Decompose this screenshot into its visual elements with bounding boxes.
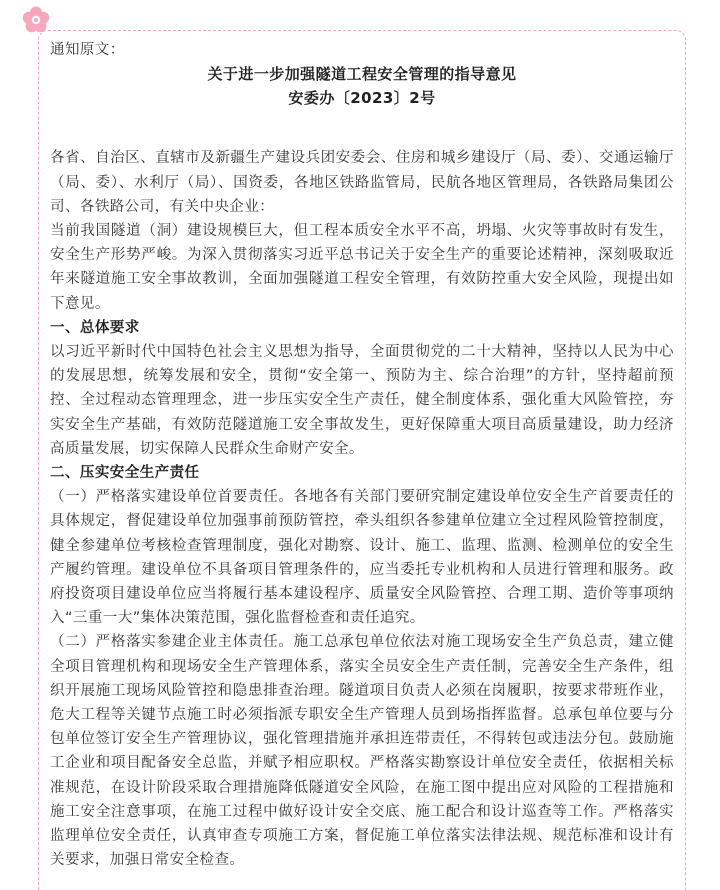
section2-heading: 二、压实安全生产责任: [50, 465, 200, 482]
document-number: 安委办〔2023〕2号: [288, 89, 436, 108]
section1-heading: 一、总体要求: [50, 319, 140, 336]
section2-item1-paragraph: （一）严格落实建设单位首要责任。各地各有关部门要研究制定建设单位安全生产首要责任的具体规定，督促建设单位加强事前预防管控，牵头组织各参建单位建立全过程风险管控制度，健全参建单位考核检查管理制度，强化对勘察、设计、施工、监理、监测、检测单位的安全生产履约管理。建设单位不具备项目管理条件的，应当委托专业机构和人员进行管理和服务。政府投资项目建设单位应当将履行基本建设程序、质量安全风险管控、合理工期、造价等事项纳入“三重一大”集体决策范围，强化监督检查和责任追究。: [50, 489, 674, 627]
spacer: [50, 134, 674, 146]
section1-paragraph: 以习近平新时代中国特色社会主义思想为指导，全面贯彻党的二十大精神，坚持以人民为中心的发展思想，统筹发展和安全，贯彻“安全第一、预防为主、综合治理”的方针，坚持超前预控、全过程动态管理理念，进一步压实安全生产责任，健全制度体系，强化重大风险管控，夯实安全生产基础，有效防范隧道施工安全事故发生，更好保障重大项目高质量建设，助力经济高质量发展，切实保障人民群众生命财产安全。: [50, 344, 674, 457]
document-title: 关于进一步加强隧道工程安全管理的指导意见: [207, 65, 517, 83]
notice-content: [50, 38, 674, 873]
notice-label: 通知原文：: [50, 42, 125, 58]
intro-paragraph: 当前我国隧道（洞）建设规模巨大，但工程本质安全水平不高，坍塌、火灾等事故时有发生，安全生产形势严峻。为深入贯彻落实习近平总书记关于安全生产的重要论述精神，深刻吸取近年来隧道施工安全事故教训，全面加强隧道工程安全管理，有效防控重大安全风险，现提出如下意见。: [50, 223, 674, 312]
addressees-paragraph: 各省、自治区、直辖市及新疆生产建设兵团安委会、住房和城乡建设厅（局、委）、交通运输厅（局、委）、水利厅（局）、国资委，各地区铁路监管局，民航各地区管理局，各铁路局集团公司、各铁路公司，有关中央企业：: [50, 150, 674, 215]
spacer: [50, 110, 674, 134]
section2-item2-paragraph: （二）严格落实参建企业主体责任。施工总承包单位依法对施工现场安全生产负总责，建立健全项目管理机构和现场安全生产管理体系，落实全员安全生产责任制，完善安全生产条件，组织开展施工现场风险管控和隐患排查治理。隧道项目负责人必须在岗履职，按要求带班作业，危大工程等关键节点施工时必须指派专职安全生产管理人员到场指挥监督。总承包单位要与分包单位签订安全生产管理协议，强化管理措施并承担连带责任，不得转包或违法分包。鼓励施工企业和项目配备安全总监，并赋予相应职权。严格落实勘察设计单位安全责任，依据相关标准规范，在设计阶段采取合理措施降低隧道安全风险，在施工图中提出应对风险的工程措施和施工安全注意事项，在施工过程中做好设计安全交底、施工配合和设计巡查等工作。严格落实监理单位安全责任，认真审查专项施工方案，督促施工单位落实法律法规、规范标准和设计有关要求，加强日常安全检查。: [50, 634, 674, 869]
